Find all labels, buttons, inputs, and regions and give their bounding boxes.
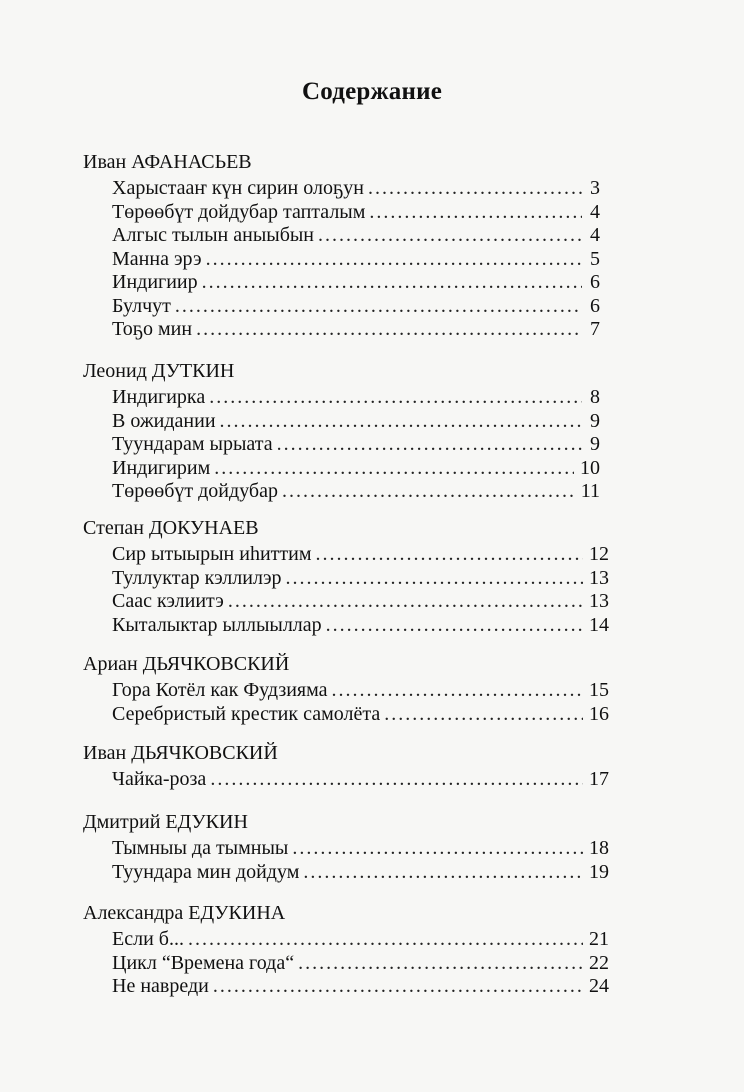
entry-title: Тоҕо мин [112, 318, 193, 340]
dot-leader [332, 679, 583, 702]
toc-entry [112, 318, 600, 340]
entry-title: Алгыс тылын аныыбын [112, 224, 315, 246]
dot-leader [369, 201, 582, 224]
entry-title: Индигиир [112, 271, 198, 293]
page-number: 15 [589, 679, 609, 701]
entry-title: Гора Котёл как Фудзияма [112, 679, 328, 701]
toc-entry [112, 177, 600, 199]
page-number: 16 [589, 702, 609, 725]
toc-entry [112, 567, 609, 589]
entry-title: Туундара мин дойдум [112, 860, 300, 883]
page-number: 24 [589, 975, 609, 997]
toc-entry [112, 248, 600, 270]
author-name: Леонид ДУТКИН [83, 360, 235, 382]
toc-entry [112, 679, 609, 701]
toc-entry [112, 386, 600, 408]
page-number: 9 [590, 409, 600, 432]
toc-entry [112, 928, 609, 950]
entry-title: В ожидании [112, 409, 216, 432]
dot-leader [220, 410, 582, 433]
dot-leader [228, 590, 583, 613]
entry-title: Не навреди [112, 975, 209, 997]
toc-entry [112, 457, 600, 479]
entry-title: Тымныы да тымныы [112, 837, 289, 859]
dot-leader [326, 614, 583, 637]
dot-leader [318, 224, 582, 247]
entry-title: Төрөөбүт дойдубар тапталым [112, 200, 366, 223]
entry-title: Кыталыктар ыллыыллар [112, 613, 322, 636]
dot-leader [188, 928, 583, 951]
toc-entry [112, 433, 600, 455]
page-number: 6 [590, 294, 600, 317]
dot-leader [303, 861, 583, 884]
entry-title: Харыстааҥ күн сирин олоҕун [112, 177, 364, 199]
entry-title: Төрөөбүт дойдубар [112, 480, 278, 502]
page-number: 12 [589, 543, 609, 565]
page-number: 5 [590, 247, 600, 270]
dot-leader [214, 457, 574, 480]
page-number: 8 [590, 386, 600, 408]
entry-title: Индигирка [112, 386, 206, 408]
toc-entry [112, 768, 609, 790]
page-number: 21 [589, 928, 609, 950]
toc-entry [112, 224, 600, 246]
toc-entry [112, 952, 609, 974]
entry-title: Саас кэлиитэ [112, 590, 224, 612]
dot-leader [384, 703, 583, 726]
page-number: 22 [589, 951, 609, 974]
toc-entry [112, 201, 600, 223]
entry-title: Если б... [112, 928, 184, 950]
page-number: 4 [590, 200, 600, 223]
dot-leader [298, 952, 583, 975]
page-number: 13 [589, 566, 609, 589]
page-number: 19 [589, 860, 609, 883]
dot-leader [292, 837, 583, 860]
toc-entry [112, 543, 609, 565]
entry-title: Туундарам ырыата [112, 433, 273, 455]
toc-entry [112, 480, 600, 502]
dot-leader [175, 295, 582, 318]
dot-leader [209, 386, 582, 409]
dot-leader [202, 271, 582, 294]
page-number: 13 [589, 590, 609, 612]
entry-title: Туллуктар кэллилэр [112, 566, 282, 589]
entry-title: Индигирим [112, 456, 211, 479]
page-number: 6 [590, 271, 600, 293]
toc-entry [112, 703, 609, 725]
page-number: 4 [590, 224, 600, 246]
toc-entry [112, 975, 609, 997]
page-number: 7 [590, 318, 600, 340]
author-name: Дмитрий ЕДУКИН [83, 811, 248, 833]
author-name: Иван АФАНАСЬЕВ [83, 151, 252, 173]
entry-title: Булчут [112, 294, 171, 317]
page-number: 11 [580, 480, 600, 502]
author-name: Александра ЕДУКИНА [83, 902, 286, 924]
entry-title: Серебристый крестик самолёта [112, 702, 381, 725]
toc-entry [112, 271, 600, 293]
toc-entry [112, 295, 600, 317]
toc-entry [112, 590, 609, 612]
page-number: 10 [580, 456, 600, 479]
toc-entry [112, 861, 609, 883]
entry-title: Чайка-роза [112, 768, 207, 790]
author-name: Иван ДЬЯЧКОВСКИЙ [83, 742, 278, 764]
page-title: Содержание [301, 78, 442, 105]
dot-leader [210, 768, 583, 791]
dot-leader [213, 975, 583, 998]
dot-leader [315, 543, 583, 566]
page-number: 17 [589, 768, 609, 790]
entry-title: Сир ытыырын иһиттим [112, 543, 312, 565]
toc-entry [112, 837, 609, 859]
dot-leader [206, 248, 582, 271]
dot-leader [368, 177, 582, 200]
page-number: 18 [589, 837, 609, 859]
author-name: Ариан ДЬЯЧКОВСКИЙ [83, 653, 290, 675]
dot-leader [277, 433, 582, 456]
entry-title: Манна эрэ [112, 247, 202, 270]
entry-title: Цикл “Времена года“ [112, 951, 295, 974]
dot-leader [286, 567, 583, 590]
toc-entry [112, 410, 600, 432]
author-name: Степан ДОКУНАЕВ [83, 517, 259, 539]
page-number: 9 [590, 433, 600, 455]
page-number: 14 [589, 613, 609, 636]
dot-leader [196, 318, 582, 341]
toc-entry [112, 614, 609, 636]
dot-leader [282, 480, 575, 503]
page-number: 3 [590, 177, 600, 199]
